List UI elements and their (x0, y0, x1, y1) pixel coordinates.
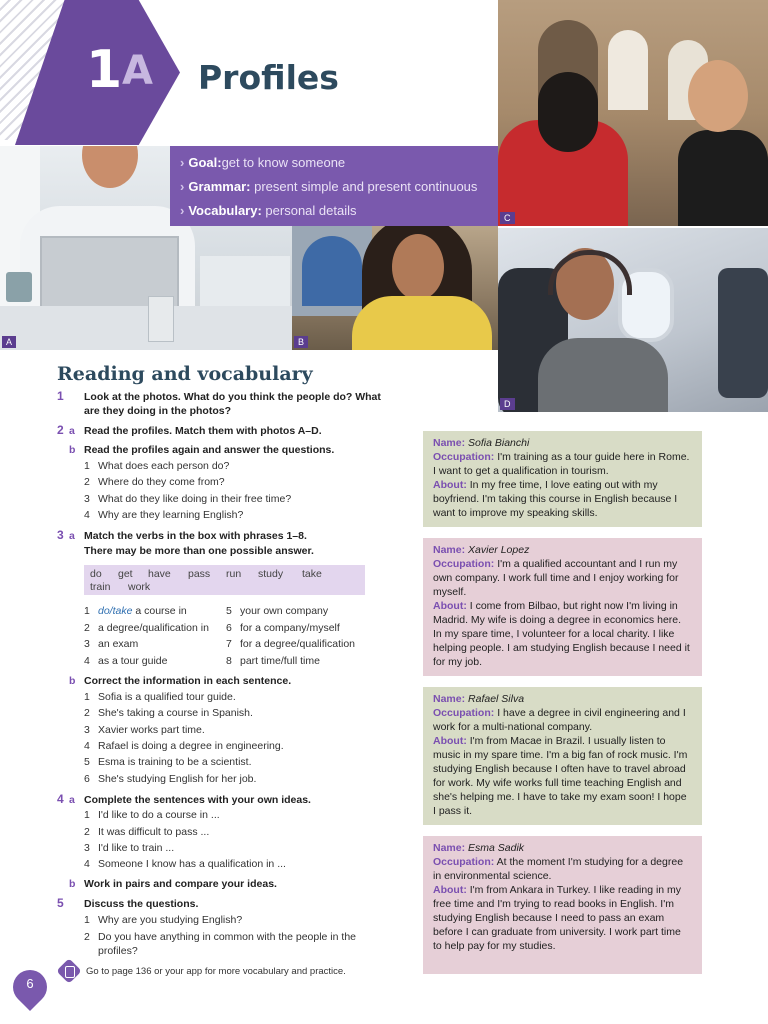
pen-holder (148, 296, 174, 342)
box-word: do (90, 568, 102, 580)
q2-letter-b: b (69, 444, 76, 456)
photo-label-c: C (500, 212, 515, 224)
goal-line: › Goal:get to know someone (180, 155, 346, 170)
q3a-text-1: Match the verbs in the box with phrases 1–8. (84, 530, 307, 542)
profile-card: Name: Esma Sadik Occupation: At the moment I'm studying for a degree in environmental science. About: I'm from Ankara in Turkey. I like reading in my free time and I'm trying to read books in English. I'm studying English because I need to pass an exam before I can graduate from university. I work part time to help pay for my studies. (423, 836, 702, 974)
list-item: 5 Esma is training to be a scientist. (84, 756, 252, 768)
woman-right (678, 130, 768, 226)
list-item: 1 I'd like to do a course in ... (84, 809, 220, 821)
headphones-icon (548, 250, 632, 295)
chevron-right-icon: › (180, 179, 185, 194)
photo-c (498, 0, 768, 226)
q2a-text: Read the profiles. Match them with photos A–D. (84, 425, 322, 437)
list-item: 1 Why are you studying English? (84, 914, 243, 926)
list-item: 2 Do you have anything in common with the people in the profiles? (84, 931, 356, 957)
list-item: 4 Someone I know has a qualification in ... (84, 858, 286, 870)
box-word: get (118, 568, 133, 580)
profile-card: Name: Rafael Silva Occupation: I have a degree in civil engineering and I work for a multi-national company. About: I'm from Macae in Brazil. I usually listen to music in my spare time. I'm a big fan of rock music. I'm studying English because I often have to travel abroad for work. My wife works full time teaching English and she's helping me. I have to take my exam soon! I hope I pass it. (423, 687, 702, 825)
q2b-text: Read the profiles again and answer the questions. (84, 444, 335, 456)
match-item: 8 part time/full time (226, 655, 320, 667)
q4a-text: Complete the sentences with your own ideas. (84, 794, 311, 806)
q4-letter-b: b (69, 878, 76, 890)
phone-icon (65, 966, 75, 978)
photo-b (292, 226, 498, 350)
list-item: 2 Where do they come from? (84, 476, 225, 488)
q2-letter-a: a (69, 425, 75, 437)
arch-window (608, 30, 648, 110)
vocabulary-line: › Vocabulary: personal details (180, 203, 357, 218)
woman-head (392, 234, 444, 300)
mug (6, 272, 32, 302)
list-item: 4 Why are they learning English? (84, 509, 244, 521)
box-word: run (226, 568, 242, 580)
goal-box (170, 146, 498, 226)
list-item: 3 What do they like doing in their free time? (84, 493, 292, 505)
match-item: 3 an exam (84, 638, 139, 650)
word-box (84, 565, 365, 595)
question-number-1: 1 (57, 389, 64, 403)
question-number-3: 3 (57, 528, 64, 542)
q4-letter-a: a (69, 794, 75, 806)
question-number-5: 5 (57, 896, 64, 910)
photo-d (498, 228, 768, 412)
list-item: 2 It was difficult to pass ... (84, 826, 210, 838)
photo-label-a: A (2, 336, 16, 348)
desk (0, 306, 292, 350)
photo-label-d: D (500, 398, 515, 410)
box-word: pass (188, 568, 211, 580)
q5-text: Discuss the questions. (84, 898, 199, 910)
man-body (538, 338, 668, 412)
match-item: 7 for a degree/qualification (226, 638, 355, 650)
photo-label-b: B (294, 336, 308, 348)
list-item: 3 Xavier works part time. (84, 724, 205, 736)
list-item: 6 She's studying English for her job. (84, 773, 257, 785)
box-word: have (148, 568, 171, 580)
unit-letter: A (122, 48, 153, 94)
list-item: 1 What does each person do? (84, 460, 230, 472)
match-item: 4 as a tour guide (84, 655, 168, 667)
match-item: 6 for a company/myself (226, 622, 340, 634)
yellow-top (352, 296, 492, 350)
match-item: 5 your own company (226, 605, 329, 617)
list-item: 2 She's taking a course in Spanish. (84, 707, 253, 719)
question-1: Look at the photos. What do you think the people do? What are they doing in the photos? (84, 391, 381, 417)
match-item: 2 a degree/qualification in (84, 622, 209, 634)
student-background (302, 236, 362, 306)
box-word: work (128, 581, 151, 593)
chevron-right-icon: › (180, 203, 185, 218)
box-word: train (90, 581, 111, 593)
page-number: 6 (26, 976, 34, 991)
q3a-text-2: There may be more than one possible answer. (84, 545, 314, 557)
q3b-text: Correct the information in each sentence. (84, 675, 292, 687)
match-item: 1 do/take a course in (84, 605, 187, 617)
page-title: Profiles (198, 58, 339, 97)
footer-text: Go to page 136 or your app for more vocabulary and practice. (86, 966, 346, 977)
q4b-text: Work in pairs and compare your ideas. (84, 878, 277, 890)
man-head (82, 146, 138, 188)
profile-card: Name: Sofia Bianchi Occupation: I'm training as a tour guide here in Rome. I want to get a qualification in tourism. About: In my free time, I love eating out with my boyfriend. I'm taking this course in English because I want to improve my speaking skills. (423, 431, 702, 527)
unit-number: 1 (86, 40, 123, 100)
question-number-4: 4 (57, 792, 64, 806)
question-number-2: 2 (57, 423, 64, 437)
q3-letter-b: b (69, 675, 76, 687)
chevron-right-icon: › (180, 155, 185, 170)
list-item: 1 Sofia is a qualified tour guide. (84, 691, 236, 703)
list-item: 4 Rafael is doing a degree in engineering. (84, 740, 284, 752)
list-item: 3 I'd like to train ... (84, 842, 175, 854)
section-heading: Reading and vocabulary (57, 363, 313, 385)
box-word: take (302, 568, 322, 580)
q3-letter-a: a (69, 530, 75, 542)
profile-card: Name: Xavier Lopez Occupation: I'm a qualified accountant and I run my own company. I work full time and I enjoy working for myself. About: I come from Bilbao, but right now I'm living in Madrid. My wife is doing a degree in economics here. In my spare time, I volunteer for a local charity. I like helping people. I am studying English because I need it for my job. (423, 538, 702, 676)
box-word: study (258, 568, 284, 580)
grammar-line: › Grammar: present simple and present continuous (180, 179, 478, 194)
